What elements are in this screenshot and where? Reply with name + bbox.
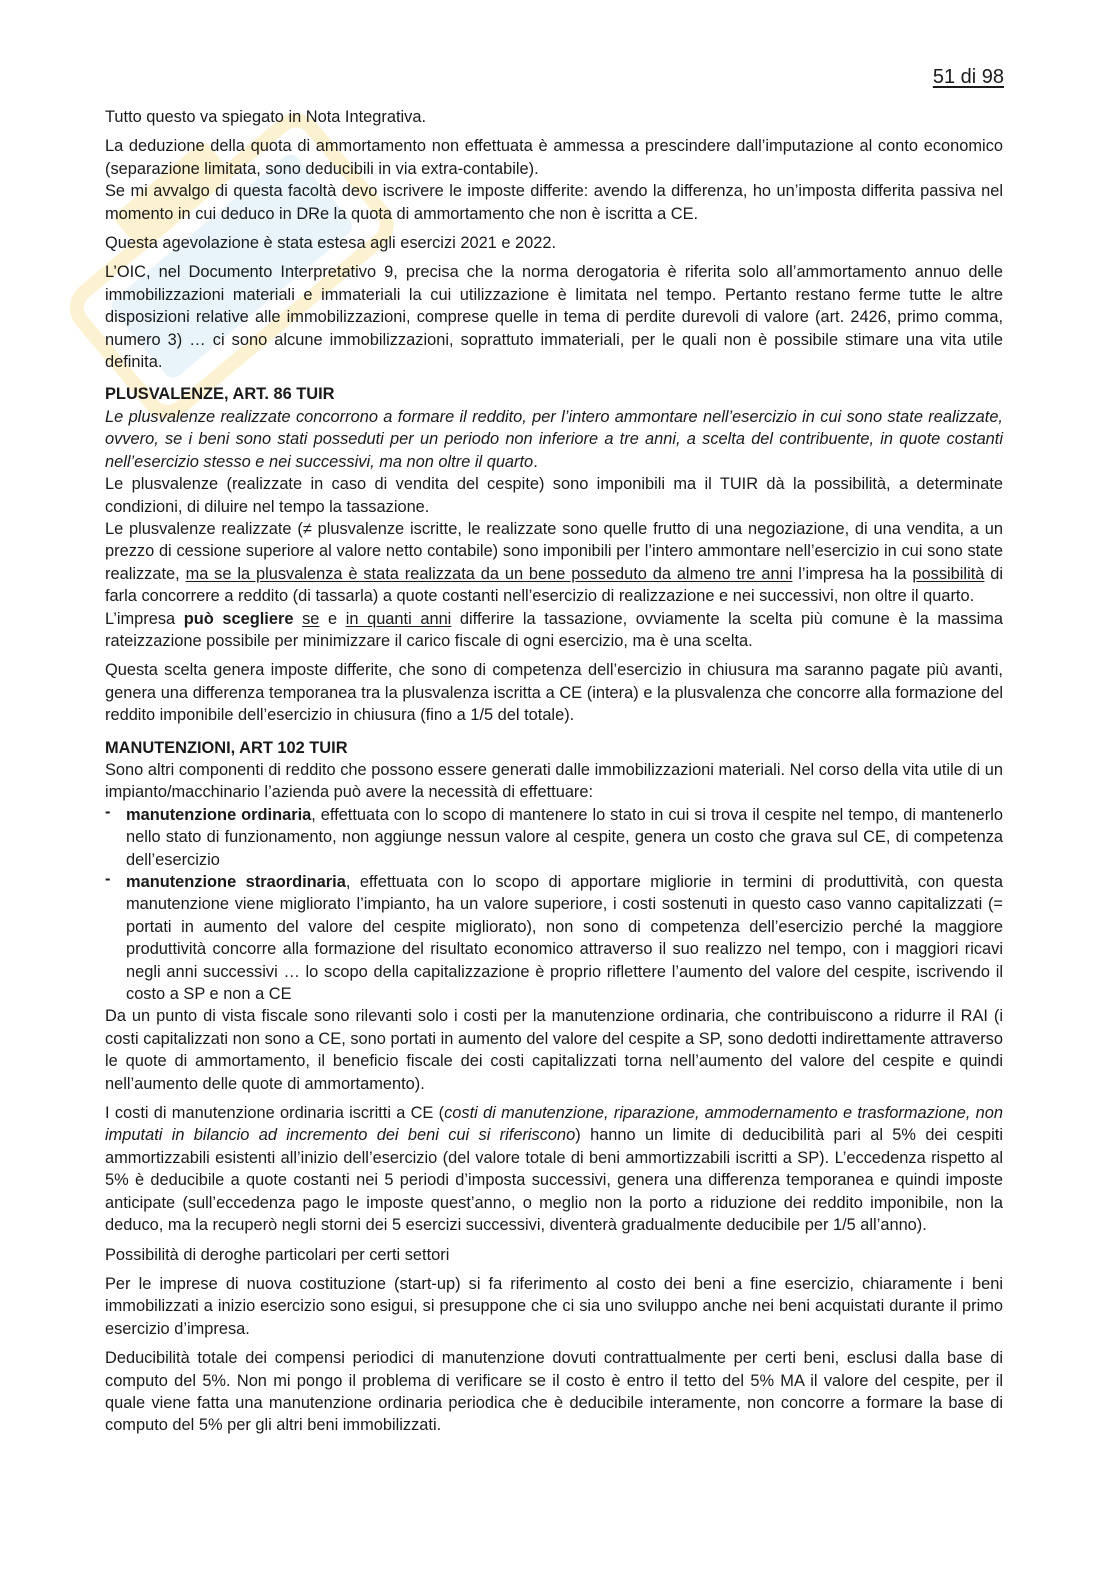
document-body: [105, 106, 1003, 1437]
law-quote: Le plusvalenze realizzate concorrono a formare il reddito, per l’intero ammontare nell’esercizio in cui sono state realizzate, ovvero, se i beni sono stati posseduti per un periodo non inferiore a tre anni, a scelta del contribuente, in quote costanti nell’esercizio stesso e nei successivi, ma non oltre il quarto: [105, 407, 1003, 471]
paragraph: L’impresa può scegliere se e in quanti anni differire la tassazione, ovviamente la scelta più comune è la massima rateizzazione possibile per minimizzare il carico fiscale di ogni esercizio, ma è una scelta.: [105, 609, 1003, 650]
section-heading-manutenzioni: MANUTENZIONI, ART 102 TUIR: [105, 738, 348, 757]
paragraph-quote: Le plusvalenze realizzate concorrono a formare il reddito, per l’intero ammontare nell’esercizio in cui sono state realizzate, ovvero, se i beni sono stati posseduti per un periodo non inferiore a tre anni, a scelta del contribuente, in quote costanti nell’esercizio stesso e nei successivi, ma non oltre il quarto.: [105, 407, 1003, 471]
list-item: - manutenzione straordinaria, effettuata con lo scopo di apportare migliorie in termini di produttività, con questa manutenzione viene migliorato l’impianto, ha un valore superiore, i costi sostenuti in questo caso vanno capitalizzati (= portati in aumento del valore del cespite migliorato), non sono di competenza dell’esercizio perché la maggiore produttività concorre alla formazione del risultato economico attraverso il suo realizzo nel tempo, con i maggiori ricavi negli anni successivi … lo scopo della capitalizzazione è proprio riflettere l’aumento del valore del cespite, iscrivendo il costo a SP e non a CE: [105, 871, 1003, 1005]
paragraph: Questa scelta genera imposte differite, che sono di competenza dell’esercizio in chiusura ma saranno pagate più avanti, genera una differenza temporanea tra la plusvalenza iscritta a CE (intera) e la plusvalenza che concorre alla formazione del reddito imponibile dell’esercizio in chiusura (fino a 1/5 del totale).: [105, 661, 1003, 725]
section-heading-plusvalenze: PLUSVALENZE, ART. 86 TUIR: [105, 385, 335, 404]
paragraph: Possibilità di deroghe particolari per certi settori: [105, 1245, 450, 1264]
page-number: 51 di 98: [932, 66, 1004, 88]
paragraph: I costi di manutenzione ordinaria iscritti a CE (costi di manutenzione, riparazione, ammodernamento e trasformazione, non imputati in bilancio ad incremento dei beni cui si riferiscono) hanno un limite di deducibilità pari al 5% dei cespiti ammortizzabili esistenti all’inizio dell’esercizio (del valore totale di beni ammortizzabili iscritti a SP). L’eccedenza rispetto al 5% è deducibile a quote costanti nei 5 periodi d’imposta successivi, genera una differenza temporanea e quindi imposte anticipate (sull’eccedenza pago le imposte quest’anno, o meglio non la porto a riduzione dei reddito imponibile, non la deduco, ma la recuperò negli storni dei 5 esercizi successivi, diventerà gradualmente deducibile per 1/5 all’anno).: [105, 1104, 1003, 1235]
paragraph: Sono altri componenti di reddito che possono essere generati dalle immobilizzazioni materiali. Nel corso della vita utile di un impianto/macchinario l’azienda può avere la necessità di effettuare:: [105, 760, 1003, 802]
paragraph: Da un punto di vista fiscale sono rilevanti solo i costi per la manutenzione ordinaria, che contribuiscono a ridurre il RAI (i costi capitalizzati non sono a CE, sono portati in aumento del valore del cespite a SP, sono dedotti indirettamente attraverso le quote di ammortamento, il beneficio fiscale dei costi capitalizzati torna nell’aumento del valore del cespite e quindi nell’aumento delle quote di ammortamento).: [105, 1007, 1003, 1093]
list-item: - manutenzione ordinaria, effettuata con lo scopo di mantenere lo stato in cui si trova il cespite nel tempo, di mantenerlo nello stato di funzionamento, non aggiunge nessun valore al cespite, genera un costo che grava sul CE, di competenza dell’esercizio: [105, 804, 1003, 871]
paragraph: Tutto questo va spiegato in Nota Integrativa.: [105, 108, 427, 126]
paragraph: Questa agevolazione è stata estesa agli esercizi 2021 e 2022.: [105, 234, 557, 253]
maintenance-list: [105, 804, 1003, 1006]
paragraph: Le plusvalenze realizzate (≠ plusvalenze iscritte, le realizzate sono quelle frutto di una negoziazione, di una vendita, a un prezzo di cessione superiore al valore netto contabile) sono imponibili per l’intero ammontare nell’esercizio in cui sono state realizzate, ma se la plusvalenza è stata realizzata da un bene posseduto da almeno tre anni l’impresa ha la possibilità di farla concorrere a reddito (di tassarla) a quote costanti nell’esercizio di realizzazione e nei successivi, non oltre il quarto.: [105, 519, 1004, 606]
paragraph: Deducibilità totale dei compensi periodici di manutenzione dovuti contrattualmente per certi beni, esclusi dalla base di computo del 5%. Non mi pongo il problema di verificare se il costo è entro il tetto del 5% MA il valore del cespite, per il quale viene fatta una manutenzione ordinaria periodica che è deducibile interamente, non concorre a formare la base di computo del 5% per gli altri beni immobilizzati.: [105, 1349, 1003, 1435]
paragraph: Per le imprese di nuova costituzione (start-up) si fa riferimento al costo dei beni a fine esercizio, chiaramente i beni immobilizzati a inizio esercizio sono esigui, si presuppone che ci sia uno sviluppo anche nei beni acquistati durante il primo esercizio d’impresa.: [105, 1274, 1003, 1338]
paragraph: L’OIC, nel Documento Interpretativo 9, precisa che la norma derogatoria è riferita solo all’ammortamento annuo delle immobilizzazioni materiali e immateriali la cui utilizzazione è limitata nel tempo. Pertanto restano ferme tutte le altre disposizioni relative alle immobilizzazioni, comprese quelle in tema di perdite durevoli di valore (art. 2426, primo comma, numero 3) … ci sono alcune immobilizzazioni, soprattuto immateriali, per le quali non è possibile stimare una vita utile definita.: [105, 263, 1003, 372]
paragraph: Le plusvalenze (realizzate in caso di vendita del cespite) sono imponibili ma il TUIR dà la possibilità, a determinate condizioni, di diluire nel tempo la tassazione.: [105, 475, 1003, 516]
paragraph: Se mi avvalgo di questa facoltà devo iscrivere le imposte differite: avendo la differenza, ho un’imposta differita passiva nel momento in cui deduco in DRe la quota di ammortamento che non è iscritta a CE.: [105, 182, 1003, 223]
paragraph: La deduzione della quota di ammortamento non effettuata è ammessa a prescindere dall’imputazione al conto economico (separazione limitata, sono deducibili in via extra-contabile).: [105, 137, 1003, 178]
